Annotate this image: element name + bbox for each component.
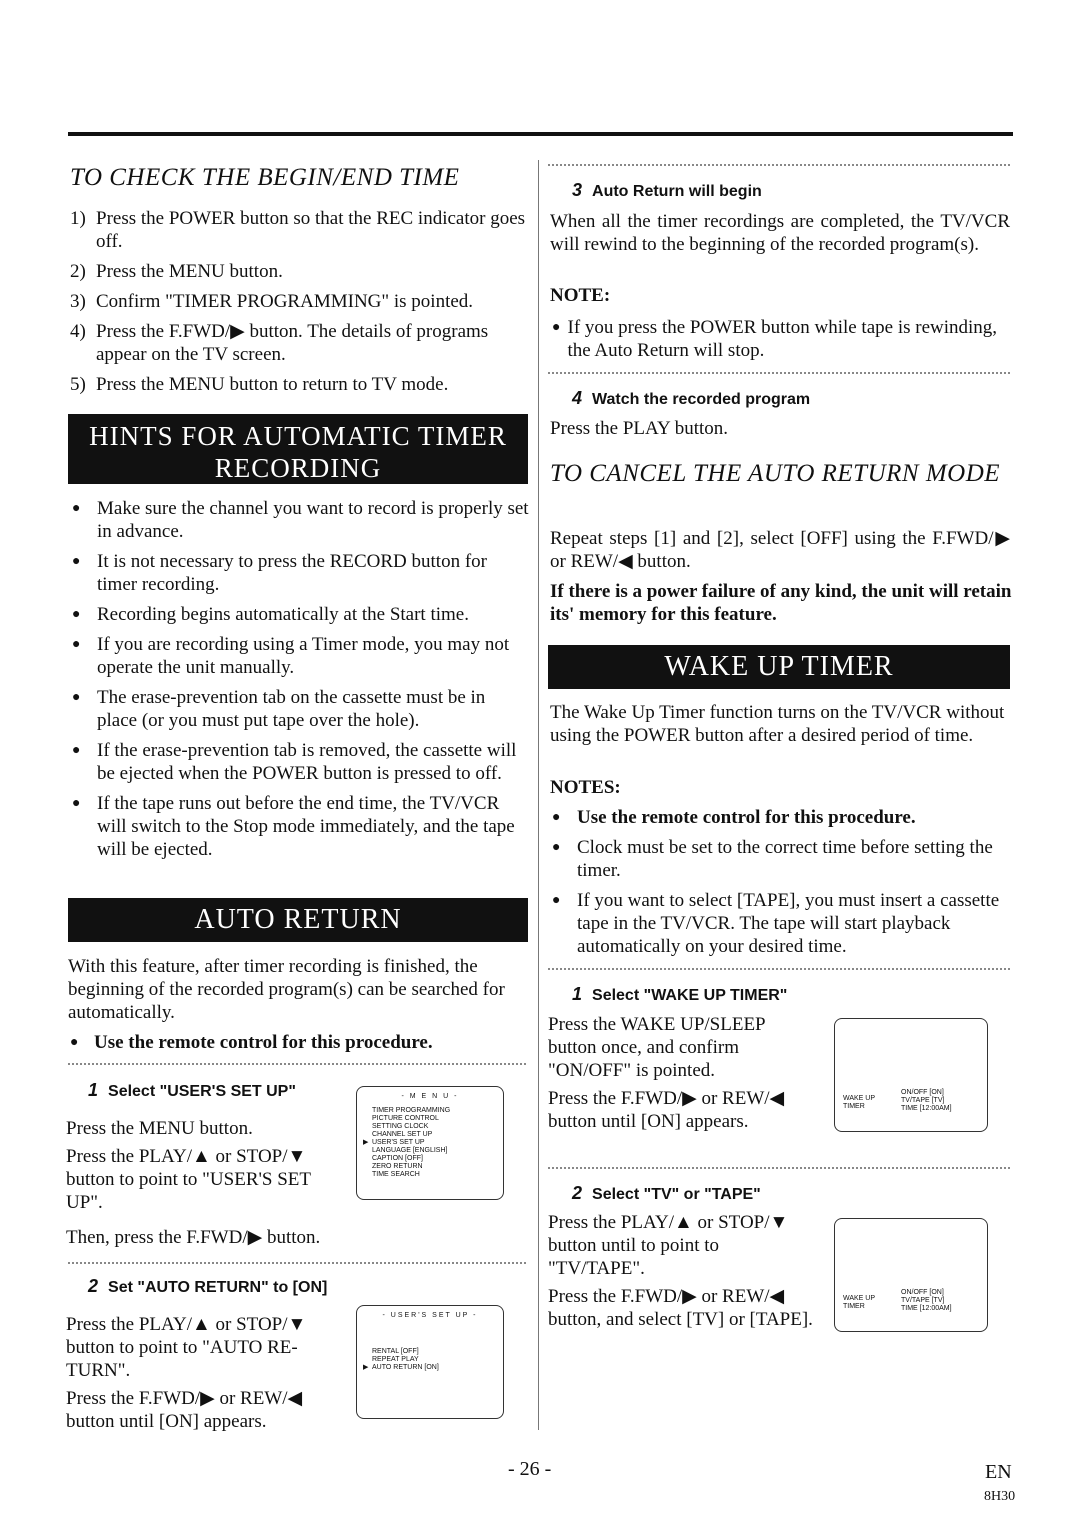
step-heading: 2 Set "AUTO RETURN" to [ON] — [88, 1276, 328, 1296]
menu-item: ZERO RETURN — [372, 1163, 423, 1170]
check-time-steps — [70, 207, 532, 403]
list-item: ● The erase-prevention tab on the cassette must be in place (or you must put tape over the hole). — [72, 687, 486, 731]
note-text: ● If you press the POWER button while tape is rewinding, the Auto Return will stop. — [552, 317, 998, 361]
list-item: ● Clock must be set to the correct time before setting the timer. — [552, 837, 993, 881]
divider — [548, 1167, 1010, 1169]
divider — [548, 164, 1010, 166]
hints-banner-line1: HINTS FOR AUTOMATIC TIMER — [89, 421, 507, 451]
list-item: ● Recording begins automatically at the Start time. — [72, 604, 469, 625]
menu-item: RENTAL [OFF] — [372, 1348, 419, 1355]
menu-items — [357, 1107, 503, 1179]
list-item: 2) Press the MENU button. — [70, 261, 283, 282]
bullet-icon: ● — [72, 637, 81, 652]
bullet-icon: ● — [72, 554, 81, 569]
menu-item: ▶ USER'S SET UP — [363, 1139, 425, 1146]
column-divider — [538, 160, 539, 1430]
hints-banner-line2: RECORDING — [214, 453, 382, 483]
tv-tape-screen — [834, 1218, 988, 1332]
pointer-icon: ▶ — [363, 1364, 369, 1371]
menu-item: CAPTION [OFF] — [372, 1155, 423, 1162]
menu-item: TIMER PROGRAMMING — [372, 1107, 451, 1114]
wake-up-banner: WAKE UP TIMER — [548, 645, 1010, 689]
menu-item: TIME SEARCH — [372, 1171, 420, 1178]
check-time-title: TO CHECK THE BEGIN/END TIME — [70, 164, 460, 191]
step-text: Then, press the F.FWD/▶ button. — [66, 1227, 321, 1248]
step-text: When all the timer recordings are completed, the TV/VCR will rewind to the beginning of the recorded program(s). — [550, 211, 1010, 255]
divider — [68, 1063, 526, 1065]
menu-item: REPEAT PLAY — [372, 1356, 419, 1363]
step-text: Press the MENU button. — [66, 1118, 253, 1139]
wake-up-intro: The Wake Up Timer function turns on the TV/VCR without using the POWER button after a desired period of time. — [550, 702, 1005, 746]
menu-item: PICTURE CONTROL — [372, 1115, 439, 1122]
wake-up-screen — [834, 1018, 988, 1132]
step-text: Press the F.FWD/▶ or REW/◀ button, and select [TV] or [TAPE]. — [548, 1286, 813, 1330]
bullet-icon: ● — [72, 607, 81, 622]
page-number: - 26 - — [508, 1458, 552, 1480]
step-heading: 3 Auto Return will begin — [572, 180, 762, 200]
divider — [68, 1262, 526, 1264]
auto-return-intro: With this feature, after timer recording is finished, the beginning of the recorded program(s) can be searched for automatically. — [68, 956, 505, 1023]
divider — [548, 968, 1010, 970]
pointer-icon: ▶ — [363, 1139, 369, 1146]
bullet-icon: ● — [552, 893, 561, 908]
step-text: Press the PLAY/▲ or STOP/▼ button to point to "USER'S SET UP". — [66, 1146, 311, 1213]
bullet-icon: ● — [70, 1035, 79, 1050]
step-text: Press the PLAY/▲ or STOP/▼ button until to point to "TV/TAPE". — [548, 1212, 789, 1279]
screen-values: ON/OFF [ON] TV/TAPE [TV] TIME [12:00AM] — [901, 1089, 952, 1112]
menu-items — [357, 1348, 503, 1372]
step-heading: 4 Watch the recorded program — [572, 388, 811, 408]
step-text: Press the PLAY button. — [550, 418, 729, 439]
step-text: Press the F.FWD/▶ or REW/◀ button until [ON] appears. — [548, 1088, 785, 1132]
screen-label: WAKE UP TIMER — [843, 1095, 875, 1110]
hints-list — [70, 497, 530, 868]
list-item: 5) Press the MENU button to return to TV mode. — [70, 374, 449, 395]
bullet-icon: ● — [72, 743, 81, 758]
language-code: EN — [985, 1461, 1012, 1483]
bullet-icon: ● — [72, 690, 81, 705]
auto-return-banner: AUTO RETURN — [68, 898, 528, 942]
step-heading: 2 Select "TV" or "TAPE" — [572, 1183, 761, 1203]
cancel-text: Repeat steps [1] and [2], select [OFF] using the F.FWD/▶ or REW/◀ button. — [550, 528, 1010, 572]
auto-return-remote-note: ● Use the remote control for this procedure. — [70, 1032, 433, 1053]
step-heading: 1 Select "WAKE UP TIMER" — [572, 984, 788, 1004]
list-item: ● It is not necessary to press the RECORD button for timer recording. — [72, 551, 487, 595]
bullet-icon: ● — [552, 810, 561, 825]
menu-item: LANGUAGE [ENGLISH] — [372, 1147, 448, 1154]
cancel-bold-note: If there is a power failure of any kind, the unit will retain its' memory for this feature. — [550, 581, 1012, 625]
menu-item: ▶ AUTO RETURN [ON] — [363, 1364, 439, 1371]
top-rule — [68, 132, 1013, 136]
menu-screen: - M E N U - TIMER PROGRAMMING PICTURE CONTROL SETTING CLOCK CHANNEL SET UP ▶ USER'S SET UP LANGUAGE [ENGLISH] CAPTION [OFF] ZERO RETURN TIME SEARCH — [356, 1086, 504, 1200]
bullet-icon: ● — [552, 320, 561, 335]
bullet-icon: ● — [72, 501, 81, 516]
list-item: ● Make sure the channel you want to record is properly set in advance. — [72, 498, 529, 542]
hints-banner — [68, 414, 528, 484]
list-item: ● If you are recording using a Timer mode, you may not operate the unit manually. — [72, 634, 510, 678]
list-item: ● If you want to select [TAPE], you must insert a cassette tape in the TV/VCR. The tape will start playback automatically on your desired time. — [552, 890, 1000, 957]
list-item: ● If the tape runs out before the end time, the TV/VCR will switch to the Stop mode immediately, and the tape will be ejected. — [72, 793, 515, 860]
step-text: Press the F.FWD/▶ or REW/◀ button until [ON] appears. — [66, 1388, 303, 1432]
step-text: Press the WAKE UP/SLEEP button once, and confirm "ON/OFF" is pointed. — [548, 1014, 765, 1081]
list-item: 4) Press the F.FWD/▶ button. The details of programs appear on the TV screen. — [70, 321, 489, 365]
step-heading: 1 Select "USER'S SET UP" — [88, 1080, 296, 1100]
bullet-icon: ● — [552, 840, 561, 855]
list-item: ● Use the remote control for this procedure. — [552, 807, 916, 828]
users-setup-screen: - USER'S SET UP - RENTAL [OFF] REPEAT PLAY ▶ AUTO RETURN [ON] — [356, 1305, 504, 1419]
screen-label: WAKE UP TIMER — [843, 1295, 875, 1310]
wake-up-notes — [550, 806, 1012, 965]
note-label: NOTE: — [550, 285, 611, 306]
list-item: ● If the erase-prevention tab is removed, the cassette will be ejected when the POWER button is pressed to off. — [72, 740, 517, 784]
menu-item: SETTING CLOCK — [372, 1123, 429, 1130]
divider — [548, 372, 1010, 374]
cancel-title: TO CANCEL THE AUTO RETURN MODE — [550, 460, 1001, 487]
list-item: 3) Confirm "TIMER PROGRAMMING" is pointed. — [70, 291, 474, 312]
menu-item: CHANNEL SET UP — [372, 1131, 433, 1138]
notes-label: NOTES: — [550, 777, 621, 798]
step-text: Press the PLAY/▲ or STOP/▼ button to point to "AUTO RE-TURN". — [66, 1314, 307, 1381]
list-item: 1) Press the POWER button so that the REC indicator goes off. — [70, 208, 526, 252]
screen-values: ON/OFF [ON] TV/TAPE [TV] TIME [12:00AM] — [901, 1289, 952, 1312]
bullet-icon: ● — [72, 796, 81, 811]
model-code: 8H30 — [984, 1489, 1016, 1504]
